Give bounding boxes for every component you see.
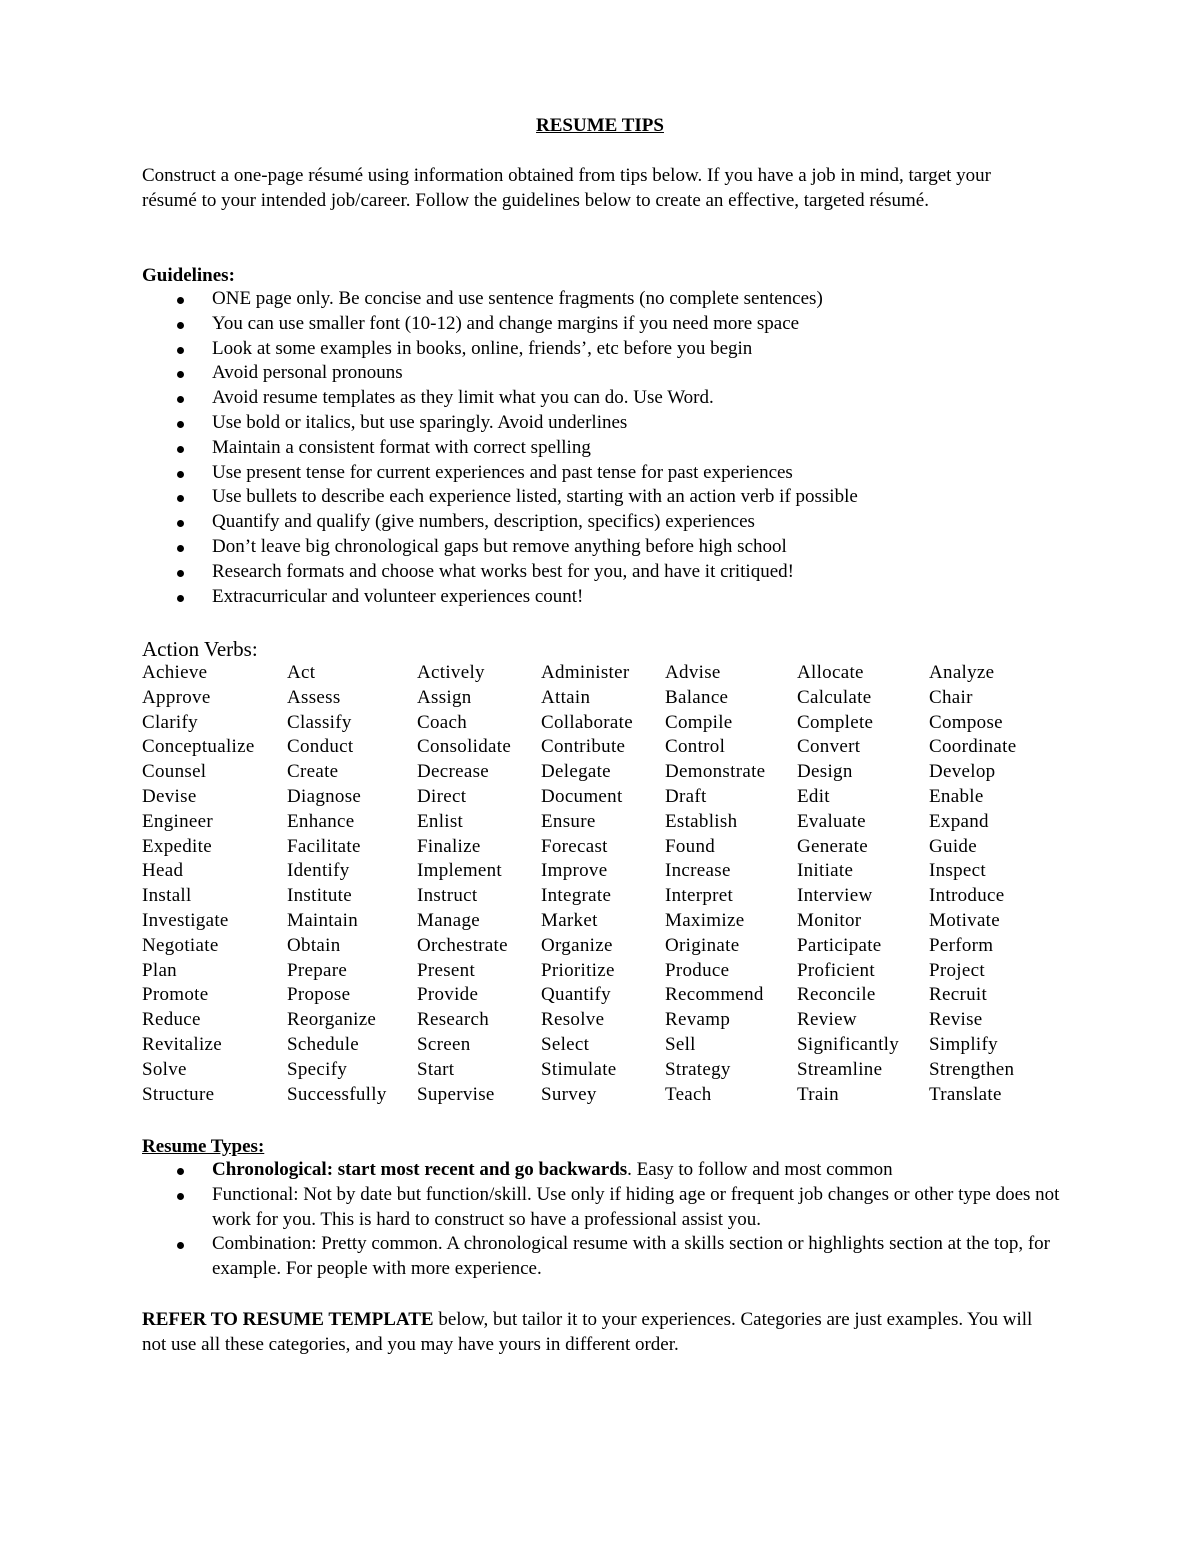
resume-type-text: Combination: Pretty common. A chronological resume with a skills section or highlights section at the top, for example. For people with more experience.: [212, 1233, 1050, 1280]
action-verb: Compile: [665, 711, 733, 733]
guideline-text: Extracurricular and volunteer experiences count!: [212, 585, 584, 607]
bullet-icon: [177, 347, 184, 354]
action-verb: Counsel: [142, 761, 207, 783]
bullet-icon: [177, 595, 184, 602]
action-verb: Conceptualize: [142, 736, 255, 758]
action-verb: Generate: [797, 835, 868, 857]
action-verb: Prioritize: [541, 959, 615, 981]
action-verb: Propose: [287, 984, 351, 1006]
action-verb: Review: [797, 1009, 857, 1031]
action-verb: Orchestrate: [417, 934, 508, 956]
action-verb: Conduct: [287, 736, 354, 758]
action-verb: Integrate: [541, 885, 612, 907]
action-verb: Reconcile: [797, 984, 876, 1006]
action-verb: Achieve: [142, 662, 208, 683]
guideline-text: Maintain a consistent format with correct spelling: [212, 436, 591, 458]
action-verb: Develop: [929, 761, 996, 783]
bullet-icon: [177, 297, 184, 304]
guidelines-heading: Guidelines:: [142, 265, 235, 286]
action-verb: Monitor: [797, 909, 862, 931]
guideline-item: [142, 361, 1062, 386]
action-verb: Instruct: [417, 885, 478, 907]
action-verb: Diagnose: [287, 785, 362, 807]
action-verb: Classify: [287, 711, 352, 733]
action-verb: Inspect: [929, 860, 986, 882]
action-verbs-heading: Action Verbs:: [142, 637, 258, 661]
resume-type-item: [142, 1232, 1062, 1282]
action-verb: Assess: [287, 686, 341, 708]
action-verb: Improve: [541, 860, 608, 882]
verb-row: [142, 1008, 1042, 1033]
action-verb: Prepare: [287, 959, 348, 981]
action-verb: Survey: [541, 1083, 597, 1105]
action-verb: Approve: [142, 686, 211, 708]
action-verb: Assign: [417, 686, 472, 708]
action-verb: Enlist: [417, 810, 464, 832]
action-verb: Schedule: [287, 1033, 360, 1055]
action-verb: Translate: [929, 1083, 1002, 1105]
verb-row: [142, 959, 1042, 984]
action-verb: Install: [142, 885, 192, 907]
action-verb: Maintain: [287, 909, 358, 931]
action-verb: Interpret: [665, 885, 734, 907]
action-verb: Forecast: [541, 835, 608, 857]
action-verb: Administer: [541, 662, 630, 683]
action-verb: Proficient: [797, 959, 875, 981]
verb-row: [142, 735, 1042, 760]
bullet-icon: [177, 471, 184, 478]
refer-paragraph: [142, 1307, 1042, 1357]
bullet-icon: [177, 446, 184, 453]
action-verb: Chair: [929, 686, 973, 708]
refer-text: below, but tailor it to your experiences. Categories are just examples. You will not use all these categories, and you may have yours in different order.: [142, 1309, 1033, 1355]
action-verb: Project: [929, 959, 985, 981]
action-verb: Act: [287, 662, 316, 683]
guideline-item: [142, 287, 1062, 312]
action-verb: Obtain: [287, 934, 341, 956]
guideline-text: Quantify and qualify (give numbers, description, specifics) experiences: [212, 511, 755, 533]
guideline-text: Use bold or italics, but use sparingly. Avoid underlines: [212, 411, 628, 433]
guideline-item: [142, 535, 1062, 560]
guideline-text: Research formats and choose what works best for you, and have it critiqued!: [212, 560, 794, 582]
action-verb: Delegate: [541, 761, 611, 783]
action-verb: Originate: [665, 934, 740, 956]
action-verb: Guide: [929, 835, 977, 857]
resume-types-heading: Resume Types:: [142, 1136, 265, 1157]
action-verb: Revamp: [665, 1009, 731, 1031]
action-verb: Facilitate: [287, 835, 361, 857]
action-verb: Compose: [929, 711, 1003, 733]
bullet-icon: [177, 396, 184, 403]
action-verb: Demonstrate: [665, 761, 766, 783]
action-verb: Analyze: [929, 662, 995, 683]
bullet-icon: [177, 495, 184, 502]
guideline-text: Use present tense for current experiences and past tense for past experiences: [212, 461, 793, 483]
action-verb: Revitalize: [142, 1033, 223, 1055]
action-verb: Motivate: [929, 909, 1000, 931]
action-verb: Plan: [142, 959, 177, 981]
action-verb: Start: [417, 1058, 455, 1080]
verb-row: [142, 859, 1042, 884]
page-title: RESUME TIPS: [536, 115, 664, 136]
bullet-icon: [177, 1168, 184, 1175]
action-verb: Provide: [417, 984, 479, 1006]
verb-row: [142, 934, 1042, 959]
action-verb: Engineer: [142, 810, 213, 832]
action-verb: Simplify: [929, 1033, 998, 1055]
verb-row: [142, 884, 1042, 909]
action-verb: Strengthen: [929, 1058, 1015, 1080]
action-verb: Edit: [797, 785, 830, 807]
action-verb: Decrease: [417, 761, 490, 783]
action-verb: Structure: [142, 1083, 215, 1105]
action-verb: Contribute: [541, 736, 626, 758]
action-verb: Direct: [417, 785, 467, 807]
action-verb: Increase: [665, 860, 731, 882]
action-verb: Market: [541, 909, 598, 931]
action-verb: Screen: [417, 1033, 471, 1055]
guideline-text: Avoid personal pronouns: [212, 362, 403, 384]
action-verb: Establish: [665, 810, 738, 832]
action-verb: Manage: [417, 909, 480, 931]
action-verb: Institute: [287, 885, 352, 907]
guideline-item: [142, 485, 1062, 510]
action-verb: Coordinate: [929, 736, 1017, 758]
verb-row: [142, 909, 1042, 934]
guideline-item: [142, 411, 1062, 436]
action-verb: Allocate: [797, 662, 864, 683]
verb-row: [142, 983, 1042, 1008]
action-verb: Specify: [287, 1058, 348, 1080]
guideline-item: [142, 560, 1062, 585]
guideline-text: You can use smaller font (10-12) and change margins if you need more space: [212, 312, 800, 334]
action-verb: Expand: [929, 810, 989, 832]
resume-type-text: Functional: Not by date but function/skill. Use only if hiding age or frequent job changes or other type does not work for you. This is hard to construct so have a professional assist you.: [212, 1183, 1060, 1230]
action-verbs-table: [142, 661, 1042, 1107]
action-verb: Advise: [665, 662, 721, 683]
resume-type-item: [142, 1183, 1062, 1233]
action-verb: Initiate: [797, 860, 854, 882]
guideline-item: [142, 312, 1062, 337]
bullet-icon: [177, 421, 184, 428]
action-verb: Teach: [665, 1083, 712, 1105]
guideline-item: [142, 337, 1062, 362]
action-verb: Maximize: [665, 909, 745, 931]
action-verb: Implement: [417, 860, 503, 882]
action-verb: Strategy: [665, 1058, 731, 1080]
action-verb: Enable: [929, 785, 984, 807]
action-verb: Consolidate: [417, 736, 512, 758]
guideline-text: ONE page only. Be concise and use sentence fragments (no complete sentences): [212, 288, 823, 309]
bullet-icon: [177, 1242, 184, 1249]
action-verb: Produce: [665, 959, 730, 981]
action-verb: Attain: [541, 686, 591, 708]
action-verb: Enhance: [287, 810, 355, 832]
guideline-item: [142, 386, 1062, 411]
action-verb: Found: [665, 835, 716, 857]
intro-paragraph: Construct a one-page résumé using information obtained from tips below. If you have a job in mind, target your résumé to your intended job/career. Follow the guidelines below to create an effective, targeted résumé.: [142, 165, 991, 211]
action-verb: Streamline: [797, 1058, 883, 1080]
verb-row: [142, 810, 1042, 835]
guideline-item: [142, 510, 1062, 535]
action-verb: Identify: [287, 860, 350, 882]
action-verb: Introduce: [929, 885, 1005, 907]
action-verb: Quantify: [541, 984, 611, 1006]
action-verb: Present: [417, 959, 476, 981]
action-verb: Investigate: [142, 909, 229, 931]
resume-types-list: [142, 1158, 1062, 1282]
bullet-icon: [177, 520, 184, 527]
action-verb: Negotiate: [142, 934, 219, 956]
action-verb: Stimulate: [541, 1058, 617, 1080]
resume-type-text: . Easy to follow and most common: [627, 1159, 893, 1180]
action-verb: Successfully: [287, 1083, 387, 1105]
verb-row: [142, 785, 1042, 810]
action-verb: Balance: [665, 686, 729, 708]
verb-row: [142, 1083, 1042, 1108]
guideline-text: Look at some examples in books, online, friends’, etc before you begin: [212, 337, 753, 359]
action-verb: Participate: [797, 934, 882, 956]
action-verb: Devise: [142, 785, 197, 807]
action-verb: Reorganize: [287, 1009, 377, 1031]
action-verb: Complete: [797, 711, 874, 733]
action-verb: Finalize: [417, 835, 481, 857]
guideline-item: [142, 461, 1062, 486]
action-verb: Select: [541, 1033, 590, 1055]
guidelines-list: [142, 287, 1062, 609]
action-verb: Evaluate: [797, 810, 866, 832]
resume-type-bold: Chronological: start most recent and go backwards: [212, 1159, 628, 1180]
action-verb: Document: [541, 785, 623, 807]
action-verb: Expedite: [142, 835, 212, 857]
action-verb: Clarify: [142, 711, 198, 733]
action-verb: Supervise: [417, 1083, 495, 1105]
action-verb: Organize: [541, 934, 613, 956]
guideline-item: [142, 585, 1062, 610]
action-verb: Recommend: [665, 984, 764, 1006]
action-verb: Calculate: [797, 686, 872, 708]
verb-row: [142, 1058, 1042, 1083]
bullet-icon: [177, 371, 184, 378]
action-verb: Collaborate: [541, 711, 633, 733]
action-verb: Perform: [929, 934, 994, 956]
verb-row: [142, 835, 1042, 860]
bullet-icon: [177, 545, 184, 552]
action-verb: Design: [797, 761, 853, 783]
resume-type-item: [142, 1158, 1062, 1183]
guideline-text: Use bullets to describe each experience listed, starting with an action verb if possible: [212, 486, 858, 508]
action-verb: Recruit: [929, 984, 988, 1006]
action-verb: Resolve: [541, 1009, 605, 1031]
bullet-icon: [177, 322, 184, 329]
guideline-text: Don’t leave big chronological gaps but remove anything before high school: [212, 535, 787, 557]
action-verb: Research: [417, 1009, 490, 1031]
action-verb: Interview: [797, 885, 873, 907]
verb-row: [142, 661, 1042, 686]
verb-row: [142, 711, 1042, 736]
action-verb: Ensure: [541, 810, 596, 832]
bullet-icon: [177, 570, 184, 577]
bullet-icon: [177, 1193, 184, 1200]
action-verb: Control: [665, 736, 726, 758]
verb-row: [142, 760, 1042, 785]
verb-row: [142, 1033, 1042, 1058]
action-verb: Actively: [417, 662, 485, 683]
action-verb: Draft: [665, 785, 707, 807]
action-verb: Sell: [665, 1033, 696, 1055]
action-verb: Reduce: [142, 1009, 201, 1031]
action-verb: Solve: [142, 1058, 187, 1080]
action-verb: Significantly: [797, 1033, 900, 1055]
guideline-text: Avoid resume templates as they limit what you can do. Use Word.: [212, 387, 714, 409]
action-verb: Revise: [929, 1009, 983, 1031]
action-verb: Promote: [142, 984, 209, 1006]
action-verb: Train: [797, 1083, 839, 1105]
verb-row: [142, 686, 1042, 711]
action-verb: Head: [142, 860, 184, 882]
action-verb: Coach: [417, 711, 468, 733]
action-verb: Convert: [797, 736, 861, 758]
refer-bold-text: REFER TO RESUME TEMPLATE: [142, 1309, 434, 1330]
action-verb: Create: [287, 761, 339, 783]
guideline-item: [142, 436, 1062, 461]
